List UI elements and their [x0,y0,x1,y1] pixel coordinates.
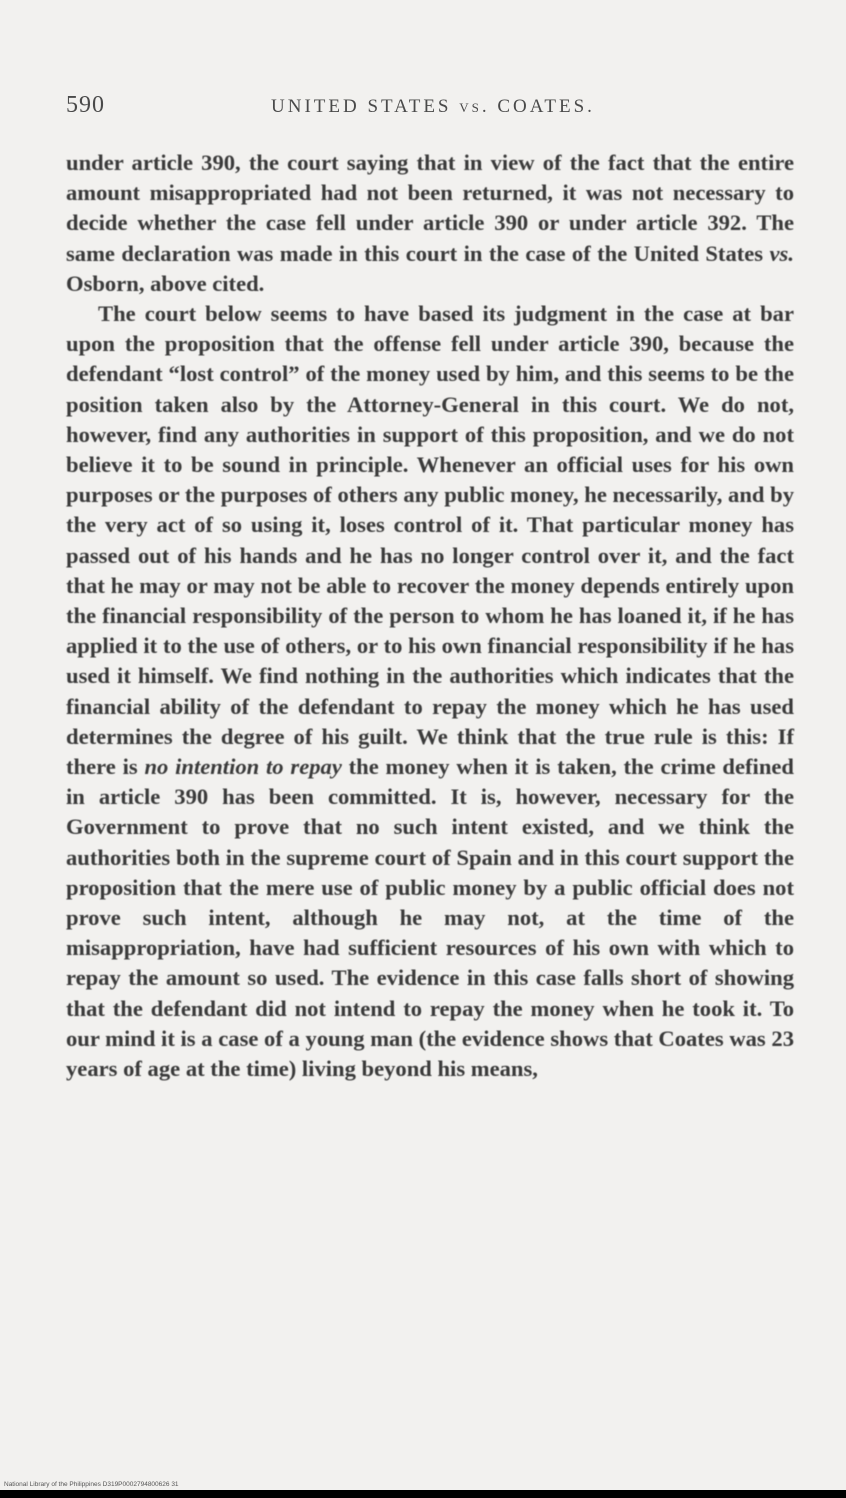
paragraph-1 [66,148,794,299]
paragraph-2-text-b: the money when it is taken, the crime defined in article 390 has been committed. It is, however, necessary for the Government to prove that no such intent existed, and we think the authorities both in the supreme court of Spain and in this court support the proposition that the mere use of public money by a public official does not prove such intent, although he may not, at the time of the misappropriation, have had sufficient resources of his own with which to repay the amount so used. The evidence in this case falls short of showing that the defendant did not intend to repay the money when he took it. To our mind it is a case of a young man (the evidence shows that Coates was 23 years of age at the time) living beyond his means, [66,754,794,1082]
paragraph-1-text-b: Osborn, above cited. [66,270,265,296]
bottom-border [0,1490,846,1498]
library-stamp: National Library of the Philippines D319P0002794800626 31 [4,1481,179,1488]
page-body [66,148,794,1084]
paragraph-2-text-a: The court below seems to have based its judgment in the case at bar upon the proposition that the offense fell under article 390, because the defendant “lost control” of the money used by him, and this seems to be the position taken also by the Attorney-General in this court. We do not, however, find any authorities in support of this proposition, and we do not believe it to be sound in principle. Whenever an official uses for his own purposes or the purposes of others any public money, he necessarily, and by the very act of so using it, loses control of it. That particular money has passed out of his hands and he has no longer control over it, and the fact that he may or may not be able to recover the money depends entirely upon the financial responsibility of the person to whom he has loaned it, if he has applied it to the use of others, or to his own financial responsibility if he has used it himself. We find nothing in the authorities which indicates that the financial ability of the defendant to repay the money which he has used determines the degree of his guilt. We think that the true rule is this: If there is [66,301,794,780]
paragraph-1-italic-vs: vs. [769,240,794,266]
paragraph-2-italic-phrase: no intention to repay [144,754,342,780]
page-header [66,92,788,132]
paragraph-1-text-a: under article 390, the court saying that in view of the fact that the entire amount misappropriated had not been returned, it was not necessary to decide whether the case fell under article 390 or under article 392. The same declaration was made in this court in the case of the United States [66,150,794,266]
running-title: UNITED STATES vs. COATES. [271,96,595,117]
paragraph-2 [66,299,794,1084]
page-number: 590 [66,92,105,118]
